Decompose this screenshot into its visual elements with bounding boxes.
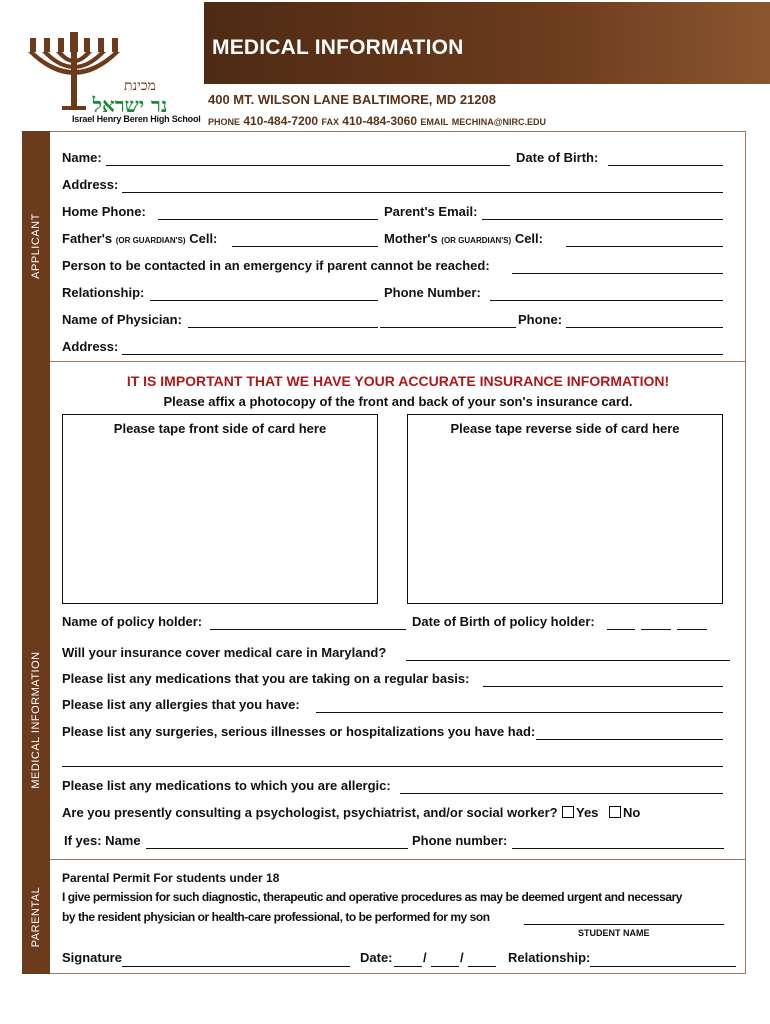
medications-label: Please list any medications that you are taking on a regular basis: [62, 671, 470, 686]
checkbox-icon [562, 806, 574, 818]
address-field[interactable] [122, 192, 723, 193]
home-phone-label: Home Phone: [62, 204, 146, 219]
allergies-label: Please list any allergies that you have: [62, 697, 300, 712]
insurance-warning: IT IS IMPORTANT THAT WE HAVE YOUR ACCURATE INSURANCE INFORMATION! [126, 373, 670, 389]
page-title: MEDICAL INFORMATION [212, 36, 464, 59]
signature-field[interactable] [122, 966, 350, 967]
medical-sidebar [22, 361, 50, 859]
front-card-box[interactable] [62, 414, 378, 604]
name-label: Name: [62, 150, 102, 165]
menorah-logo-icon [22, 28, 202, 128]
medications-field[interactable] [483, 686, 723, 687]
physician-field[interactable] [188, 327, 378, 328]
emergency-label: Person to be contacted in an emergency if parent cannot be reached: [62, 258, 490, 273]
school-name: Israel Henry Beren High School [72, 114, 201, 124]
surgeries-label: Please list any surgeries, serious illnesses or hospitalizations you have had: [62, 724, 536, 739]
date-year-field[interactable] [468, 966, 496, 967]
parent-relationship-field[interactable] [590, 966, 736, 967]
logo-hebrew-top: מכינת [124, 78, 156, 94]
maryland-label: Will your insurance cover medical care in Maryland? [62, 645, 387, 660]
back-card-label: Please tape reverse side of card here [450, 421, 680, 436]
medical-section-label: MEDICAL INFORMATION [30, 650, 42, 789]
yes-label: Yes [576, 805, 599, 820]
parental-section-label: PARENTAL [30, 886, 42, 947]
checkbox-icon [609, 806, 621, 818]
parent-email-field[interactable] [482, 219, 723, 220]
surgeries-field[interactable] [536, 739, 723, 740]
mother-cell-field[interactable] [566, 246, 723, 247]
logo-hebrew-bottom: נר ישראל [92, 93, 168, 117]
contact-line [208, 114, 546, 128]
name-field[interactable] [106, 165, 510, 166]
phone-number-field[interactable] [490, 300, 723, 301]
if-yes-phone-label: Phone number: [412, 833, 508, 848]
physician-address-label: Address: [62, 339, 119, 354]
signature-label: Signature [62, 950, 122, 965]
applicant-section-label: APPLICANT [30, 213, 42, 279]
title-bar [204, 2, 770, 84]
policy-holder-label: Name of policy holder: [62, 614, 203, 629]
allergic-meds-field[interactable] [400, 793, 723, 794]
policy-dob-month[interactable] [607, 629, 635, 630]
mother-cell-label: Mother's (OR GUARDIAN'S) Cell: [384, 231, 543, 246]
email-label: EMAIL [420, 117, 449, 127]
back-card-box[interactable] [407, 414, 723, 604]
consulting-label: Are you presently consulting a psychologist, psychiatrist, and/or social worker? [62, 805, 558, 820]
consent-text-1: I give permission for such diagnostic, therapeutic and operative procedures as may be deemed urgent and necessary [62, 890, 683, 904]
if-yes-name-field[interactable] [146, 848, 408, 849]
yes-checkbox[interactable] [562, 805, 598, 820]
dob-label: Date of Birth: [516, 150, 599, 165]
date-day-field[interactable] [431, 966, 459, 967]
date-slash: / [423, 950, 427, 965]
no-checkbox[interactable] [609, 805, 640, 820]
date-label: Date: [360, 950, 393, 965]
physician-phone-label: Phone: [518, 312, 563, 327]
date-slash: / [460, 950, 464, 965]
phone-number-label: Phone Number: [384, 285, 481, 300]
parental-permit-title: Parental Permit For students under 18 [62, 871, 280, 885]
home-phone-field[interactable] [158, 219, 378, 220]
relationship-field[interactable] [150, 300, 378, 301]
fax-label: FAX [321, 117, 339, 127]
email-value: MECHINA@NIRC.EDU [451, 117, 546, 127]
student-name-field[interactable] [524, 924, 724, 925]
policy-dob-day[interactable] [641, 629, 671, 630]
phone-value: 410-484-7200 [243, 114, 319, 128]
surgeries-field-2[interactable] [62, 766, 723, 767]
physician-field-2[interactable] [380, 327, 516, 328]
relationship-label: Relationship: [62, 285, 145, 300]
school-address: 400 MT. WILSON LANE BALTIMORE, MD 21208 [208, 92, 496, 107]
applicant-sidebar [22, 131, 50, 361]
policy-holder-field[interactable] [210, 629, 406, 630]
policy-dob-year[interactable] [677, 629, 707, 630]
date-month-field[interactable] [394, 966, 422, 967]
student-name-caption: STUDENT NAME [578, 928, 650, 938]
section-divider [50, 859, 746, 860]
allergic-meds-label: Please list any medications to which you are allergic: [62, 778, 391, 793]
emergency-field[interactable] [512, 273, 723, 274]
if-yes-phone-field[interactable] [512, 848, 724, 849]
front-card-label: Please tape front side of card here [113, 421, 327, 436]
allergies-field[interactable] [316, 712, 723, 713]
physician-address-field[interactable] [122, 354, 723, 355]
parent-email-label: Parent's Email: [384, 204, 478, 219]
fax-value: 410-484-3060 [342, 114, 418, 128]
section-divider [50, 361, 746, 362]
physician-label: Name of Physician: [62, 312, 182, 327]
father-cell-label: Father's (OR GUARDIAN'S) Cell: [62, 231, 218, 246]
consent-text-2: by the resident physician or health-care professional, to be performed for my son [62, 910, 490, 924]
physician-phone-field[interactable] [566, 327, 723, 328]
maryland-field[interactable] [406, 660, 730, 661]
dob-field[interactable] [608, 165, 723, 166]
policy-dob-label: Date of Birth of policy holder: [412, 614, 595, 629]
address-label: Address: [62, 177, 119, 192]
parental-sidebar [22, 859, 50, 974]
parent-relationship-label: Relationship: [508, 950, 591, 965]
father-cell-field[interactable] [232, 246, 378, 247]
affix-instructions: Please affix a photocopy of the front and back of your son's insurance card. [163, 394, 633, 409]
if-yes-name-label: If yes: Name [64, 833, 141, 848]
phone-label: PHONE [208, 117, 241, 127]
no-label: No [623, 805, 641, 820]
